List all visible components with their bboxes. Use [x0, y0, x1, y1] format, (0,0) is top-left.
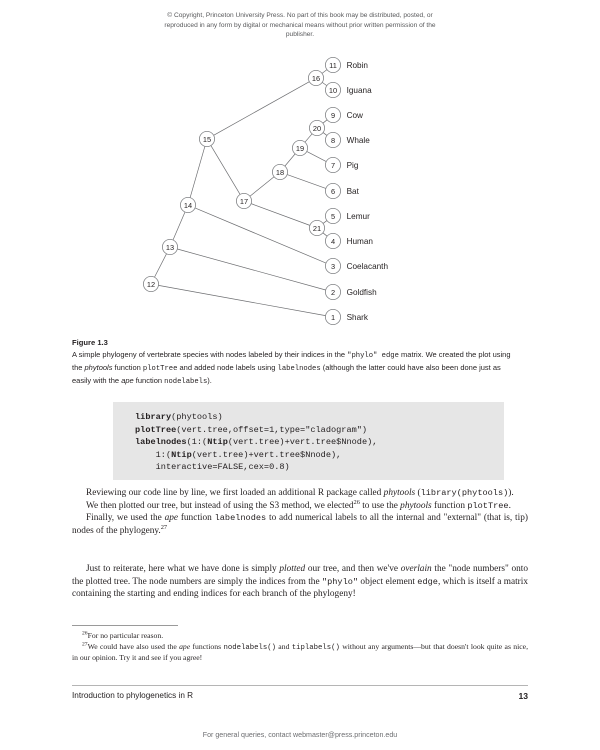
para-code-plottree: plotTree: [467, 500, 509, 511]
fn-seg: and: [275, 641, 292, 651]
tree-branches: [154, 70, 327, 316]
tip-label-human: Human: [346, 236, 374, 246]
tip-label-goldfish: Goldfish: [346, 287, 377, 297]
caption-code-phylo-edge: "phylo" edge: [347, 352, 399, 360]
footnote-marker-27: 27: [82, 641, 88, 648]
node-number-18: 18: [275, 167, 285, 177]
node-number-11: 11: [329, 60, 337, 70]
tip-label-shark: Shark: [346, 312, 368, 322]
tree-branch: [173, 212, 185, 240]
caption-seg: function: [112, 363, 143, 373]
para-ital-plotted: plotted: [279, 564, 306, 574]
tip-label-iguana: Iguana: [346, 85, 372, 95]
code-line-3: [135, 436, 504, 449]
code-seg: (vert.tree,offset=1,type="cladogram"): [176, 424, 368, 435]
code-seg: 1:(: [135, 449, 172, 460]
caption-ital-ape: ape: [121, 376, 134, 386]
node-number-16: 16: [311, 73, 321, 83]
node-number-15: 15: [202, 134, 212, 144]
paragraph-plotted-tree: [72, 500, 528, 513]
node-number-3: 3: [330, 261, 336, 271]
para-seg: to use the: [359, 500, 401, 511]
tip-label-lemur: Lemur: [346, 211, 370, 221]
footnote-ref-26: 26: [353, 498, 360, 506]
tree-branch: [322, 70, 327, 74]
node-number-8: 8: [330, 135, 336, 145]
node-number-1: 1: [330, 312, 336, 322]
code-seg: (vert.tree)+vert.tree$Nnode),: [227, 437, 378, 448]
tree-branch: [323, 221, 327, 224]
footnote-26-text: For no particular reason.: [87, 631, 164, 640]
tree-branch: [177, 249, 325, 290]
caption-ital-phytools: phytools: [84, 363, 113, 373]
running-footer-title: Introduction to phylogenetics in R: [72, 691, 194, 700]
tip-label-robin: Robin: [346, 60, 369, 70]
tip-label-cow: Cow: [346, 110, 363, 120]
para-code-edge: edge: [417, 576, 438, 587]
tree-branch: [250, 177, 274, 196]
caption-code-nodelabels: nodelabels: [164, 378, 208, 387]
code-line-5: interactive=FALSE,cex=0.8): [135, 462, 290, 473]
node-number-4: 4: [330, 236, 336, 246]
tree-branch: [211, 146, 240, 195]
tree-branch: [158, 285, 325, 315]
code-seg: (1:(: [186, 437, 208, 448]
footnote-ref-27: 27: [160, 523, 168, 531]
para-seg: function: [178, 513, 215, 524]
figure-caption: [72, 337, 522, 389]
fn-code-tiplabels: tiplabels(): [291, 643, 340, 652]
para-seg: Finally, we used the: [86, 513, 165, 524]
tip-label-pig: Pig: [346, 160, 359, 170]
code-fn-labelnodes: labelnodes: [135, 437, 187, 448]
footnote-27: [72, 642, 528, 664]
tree-branch: [322, 82, 327, 85]
node-number-21: 21: [312, 223, 322, 233]
para-seg: our tree, and then we've: [305, 564, 401, 574]
caption-seg: function: [133, 376, 165, 386]
tip-label-coelacanth: Coelacanth: [346, 261, 389, 271]
para-code-library-phytools: library(phytools): [420, 488, 509, 498]
code-fn-library: library: [135, 412, 172, 422]
fn-seg: without any arguments—but that doesn't look quite as nice, in our opinion. Try it and see if you agree!: [72, 641, 528, 663]
node-number-6: 6: [330, 186, 336, 196]
code-seg: (vert.tree)+vert.tree$Nnode),: [191, 449, 342, 460]
para-ital-ape: ape: [164, 513, 178, 524]
figure-number: Figure 1.3: [72, 338, 108, 347]
node-number-14: 14: [183, 200, 193, 210]
node-number-10: 10: [328, 85, 338, 95]
caption-seg: (although the latter could have also been done just as easily with the: [72, 363, 501, 386]
node-number-20: 20: [312, 123, 322, 133]
paragraph-reviewing-code: [72, 487, 528, 500]
caption-seg: matrix. We created the plot using the: [72, 350, 511, 373]
code-line-4: [135, 449, 504, 462]
para-seg: Reviewing our code line by line, we first loaded an additional R package called: [86, 488, 384, 498]
node-number-7: 7: [330, 160, 336, 170]
caption-seg: A simple phylogeny of vertebrate species with nodes labeled by their indices in the: [72, 350, 348, 359]
tree-branch: [287, 175, 326, 189]
code-block: [113, 402, 504, 480]
footnote-marker-26: 26: [82, 630, 88, 637]
figure-caption-text: [72, 349, 522, 389]
node-number-13: 13: [165, 242, 175, 252]
para-seg: .: [508, 500, 511, 511]
para-seg: object element: [358, 576, 418, 587]
para-seg: to add numerical labels to all the internal and "external" (that is, tip) nodes of the phylogeny.: [72, 513, 528, 536]
caption-seg: and added node labels using: [177, 363, 278, 373]
tip-label-bat: Bat: [346, 186, 359, 196]
phylogeny-tree-svg: [72, 48, 528, 330]
para-code-phylo: "phylo": [321, 576, 359, 587]
tree-nodes: [143, 57, 388, 324]
copyright-notice: © Copyright, Princeton University Press. No part of this book may be distributed, posted, or reproduced in any form by digital or mechanical means without prior written permission of the publisher.: [164, 12, 436, 39]
tree-branch: [323, 133, 327, 136]
tree-branch: [190, 146, 205, 197]
para-seg: ).: [508, 488, 514, 498]
node-number-9: 9: [330, 110, 336, 120]
para-seg: Just to reiterate, here what we have done is simply: [86, 564, 280, 574]
para-seg: We then plotted our tree, but instead of using the S3 method, we elected: [86, 500, 354, 511]
fn-seg: We could have also used the: [87, 641, 180, 651]
caption-seg: ).: [207, 376, 212, 386]
tree-branch: [323, 233, 327, 236]
code-fn-ntip: Ntip: [207, 437, 228, 448]
tree-branch: [323, 120, 327, 123]
code-seg: (phytools): [171, 412, 223, 422]
paragraph-reiterate: [72, 563, 528, 601]
node-number-17: 17: [239, 196, 249, 206]
footer-rule: [72, 685, 528, 686]
footnote-26: [72, 631, 528, 642]
node-number-19: 19: [295, 143, 305, 153]
para-ital-phytools: phytools: [383, 488, 416, 498]
tree-branch: [214, 82, 310, 136]
tree-branch: [285, 154, 295, 166]
node-number-12: 12: [146, 279, 156, 289]
bottom-notice: For general queries, contact webmaster@press.princeton.edu: [202, 731, 398, 739]
code-line-1: [135, 411, 504, 424]
body-paragraph-group-2: [72, 563, 528, 601]
para-seg: function: [431, 500, 468, 511]
para-code-labelnodes: labelnodes: [214, 513, 267, 524]
para-seg: the "node numbers" onto the plotted tree. The node numbers are simply the indices from the: [72, 564, 528, 587]
tree-branch: [251, 204, 310, 226]
footnote-separator-rule: [72, 625, 178, 626]
node-number-2: 2: [330, 287, 336, 297]
tree-branch: [307, 151, 326, 161]
tree-branch: [305, 134, 312, 142]
tree-branch: [154, 254, 166, 277]
figure-phylogeny: [72, 48, 528, 330]
code-line-2: [135, 424, 504, 437]
tree-branch: [195, 208, 326, 263]
fn-code-nodelabels: nodelabels(): [223, 643, 276, 652]
para-ital-overlain: overlain: [400, 564, 432, 574]
footnotes-block: [72, 631, 528, 664]
body-paragraph-group-1: [72, 487, 528, 537]
node-number-5: 5: [330, 211, 336, 221]
code-fn-ntip-2: Ntip: [171, 449, 192, 460]
para-seg: (: [415, 488, 421, 498]
caption-code-labelnodes: labelnodes: [277, 365, 321, 374]
paragraph-labelnodes: [72, 512, 528, 537]
fn-ital-ape: ape: [179, 641, 191, 651]
caption-code-plottree: plotTree: [142, 365, 178, 374]
code-fn-plottree: plotTree: [135, 424, 177, 435]
fn-seg: functions: [190, 641, 224, 651]
page-number: 13: [518, 691, 528, 701]
para-ital-phytools-2: phytools: [400, 500, 432, 511]
para-seg: , which is itself a matrix containing the starting and ending indices for each branch of the phylogeny!: [72, 576, 528, 600]
tip-label-whale: Whale: [346, 135, 370, 145]
